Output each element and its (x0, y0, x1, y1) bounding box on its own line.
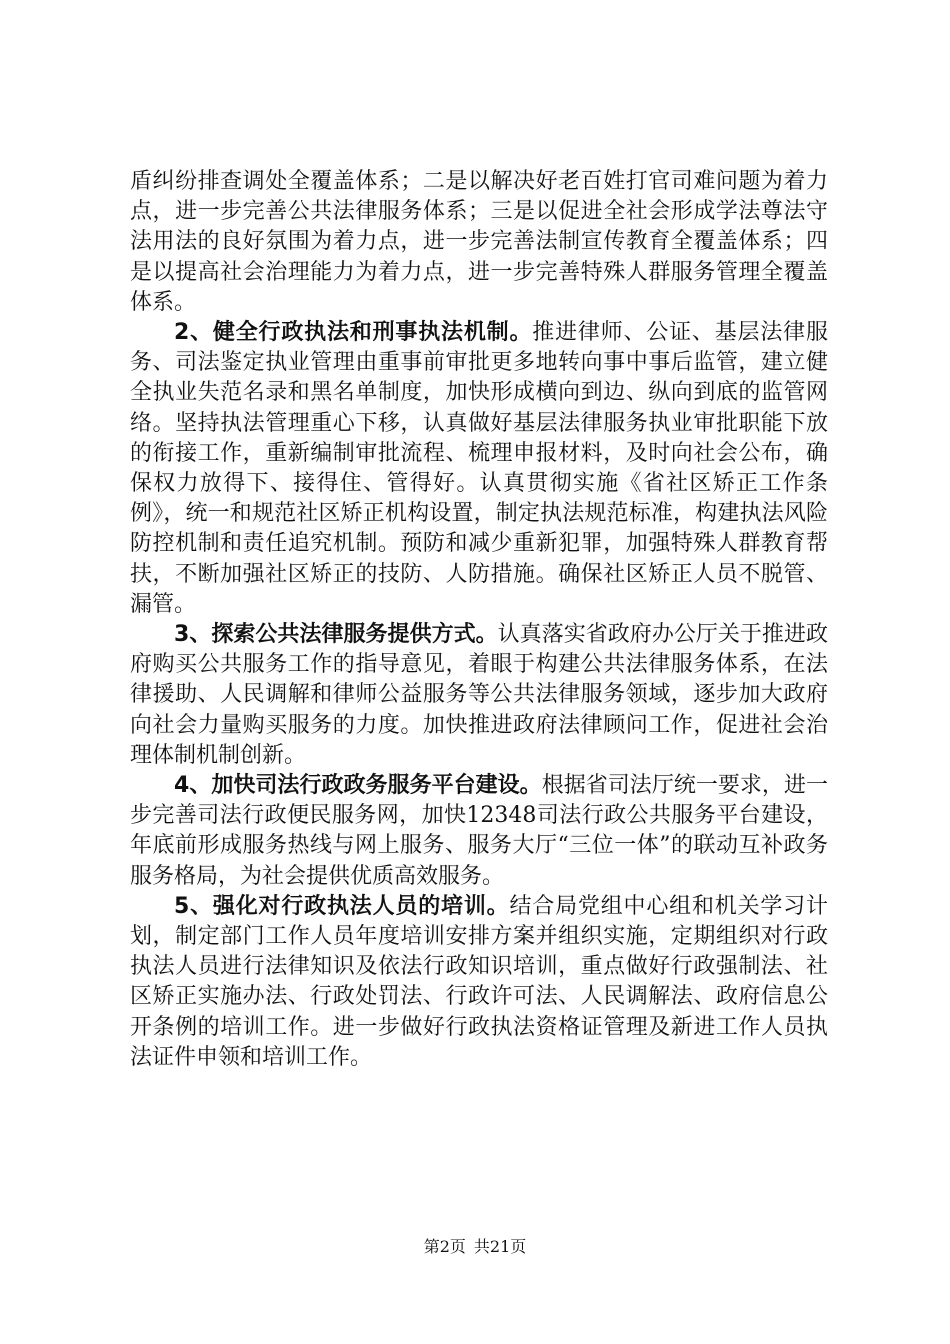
intro-paragraph: 盾纠纷排查调处全覆盖体系；二是以解决好老百姓打官司难问题为着力点，进一步完善公共法律服务体系；三是以促进全社会形成学法尊法守法用法的良好氛围为着力点，进一步完善法制宣传教育全覆盖体系；四是以提高社会治理能力为着力点，进一步完善特殊人群服务管理全覆盖体系。 (130, 169, 828, 315)
section-2-heading: 2、健全行政执法和刑事执法机制。 (174, 320, 533, 346)
page-footer (0, 1234, 950, 1257)
section-5-body: 结合局党组中心组和机关学习计划，制定部门工作人员年度培训安排方案并组织实施，定期组织对行政执法人员进行法律知识及依法行政知识培训，重点做好行政强制法、社区矫正实施办法、行政处罚法、行政许可法、人民调解法、政府信息公开条例的培训工作。进一步做好行政执法资格证管理及新进工作人员执法证件申领和培训工作。 (130, 893, 828, 1070)
section-5-heading: 5、强化对行政执法人员的培训。 (174, 893, 510, 919)
section-2-paragraph (130, 318, 828, 620)
section-4-heading: 4、加快司法行政政务服务平台建设。 (174, 773, 542, 799)
section-5-paragraph (130, 892, 828, 1073)
document-body (130, 167, 828, 1073)
section-3-paragraph (130, 620, 828, 771)
page-total: 共21页 (473, 1237, 527, 1256)
section-3-body: 认真落实省政府办公厅关于推进政府购买公共服务工作的指导意见，着眼于构建公共法律服务体系，在法律援助、人民调解和律师公益服务等公共法律服务领域，逐步加大政府向社会力量购买服务的力度。加快推进政府法律顾问工作，促进社会治理体制机制创新。 (130, 622, 828, 768)
section-4-paragraph (130, 771, 828, 892)
section-4-body: 根据省司法厅统一要求，进一步完善司法行政便民服务网，加快12348司法行政公共服务平台建设，年底前形成服务热线与网上服务、服务大厅“三位一体”的联动互补政务服务格局，为社会提供优质高效服务。 (130, 773, 828, 889)
section-2-body: 推进律师、公证、基层法律服务、司法鉴定执业管理由重事前审批更多地转向事中事后监管，建立健全执业失范名录和黑名单制度，加快形成横向到边、纵向到底的监管网络。坚持执法管理重心下移，认真做好基层法律服务执业审批职能下放的衔接工作，重新编制审批流程、梳理申报材料，及时向社会公布，确保权力放得下、接得住、管得好。认真贯彻实施《省社区矫正工作条例》，统一和规范社区矫正机构设置，制定执法规范标准，构建执法风险防控机制和责任追究机制。预防和减少重新犯罪，加强特殊人群教育帮扶，不断加强社区矫正的技防、人防措施。确保社区矫正人员不脱管、漏管。 (130, 320, 828, 617)
page-number: 第2页 (423, 1237, 466, 1256)
section-3-heading: 3、探索公共法律服务提供方式。 (174, 622, 498, 648)
